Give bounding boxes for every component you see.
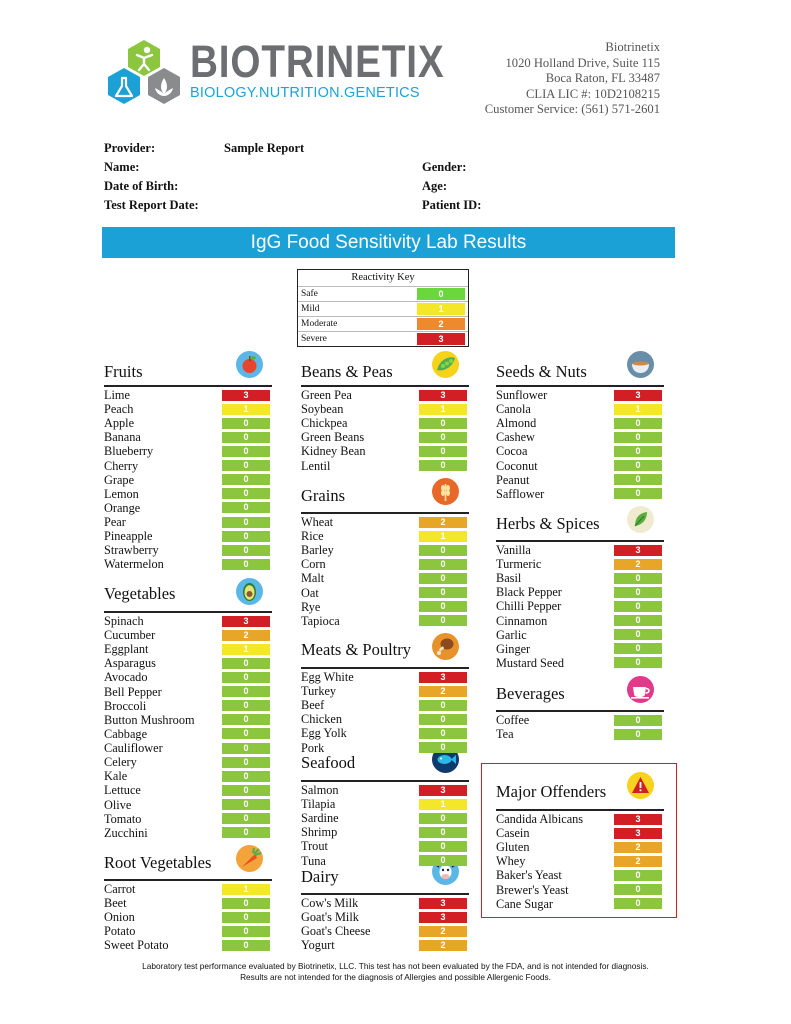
food-name: Peanut [496,472,530,487]
food-name: Chickpea [301,416,348,431]
food-name: Pineapple [104,529,153,544]
food-name: Candida Albicans [496,812,584,826]
company-line: Biotrinetix [605,40,660,54]
reactivity-score-badge: 0 [222,785,270,796]
reactivity-score-badge: 2 [614,559,662,570]
reactivity-score-badge: 0 [614,432,662,443]
food-name: Strawberry [104,543,159,558]
reactivity-score-badge: 0 [419,418,467,429]
food-name: Pork [301,740,325,755]
avocado-icon [236,578,263,605]
key-label: Safe [301,289,318,299]
reactivity-score-badge: 3 [614,828,662,839]
key-row-moderate [298,316,468,331]
company-line: CLIA LIC #: 10D2108215 [526,86,660,101]
food-name: Chilli Pepper [496,599,562,614]
reactivity-score-badge: 3 [419,912,467,923]
reactivity-score-badge: 0 [222,474,270,485]
food-name: Avocado [104,670,148,685]
reactivity-score-badge: 0 [222,672,270,683]
food-name: Safflower [496,486,545,501]
category-divider [301,385,469,387]
food-name: Corn [301,557,326,572]
food-name: Canola [496,402,531,417]
category-title-fruits: Fruits [104,362,143,381]
nut-bowl-icon [627,351,654,378]
food-name: Potato [104,924,136,939]
reactivity-score-badge: 0 [614,460,662,471]
reactivity-score-badge: 3 [419,785,467,796]
reactivity-key-title: Reactivity Key [351,272,415,283]
food-name: Zucchini [104,825,148,840]
category-title-beans-peas: Beans & Peas [301,362,393,381]
reactivity-score-badge: 3 [419,898,467,909]
reactivity-score-badge: 0 [222,743,270,754]
key-label: Mild [301,304,320,314]
disclaimer-footer [0,961,791,983]
reactivity-score-badge: 0 [614,615,662,626]
reactivity-score-badge: 0 [614,643,662,654]
reactivity-score-badge: 0 [419,573,467,584]
reactivity-score-badge: 3 [614,390,662,401]
food-name: Banana [104,430,141,445]
company-line: Boca Raton, FL 33487 [545,71,660,85]
food-name: Eggplant [104,642,149,657]
food-name: Whey [496,854,526,869]
reactivity-score-badge: 0 [222,912,270,923]
key-row-severe [298,331,468,346]
reactivity-score-badge: 0 [614,587,662,598]
reactivity-score-badge: 0 [222,559,270,570]
food-name: Turkey [301,684,337,699]
reactivity-score-badge: 2 [419,926,467,937]
dob-label: Date of Birth: [104,179,179,193]
key-row-mild [298,301,468,316]
food-name: Cauliflower [104,741,163,756]
reactivity-score-badge: 3 [222,616,270,627]
category-divider [104,385,272,387]
reactivity-score-badge: 0 [222,700,270,711]
reactivity-score-badge: 0 [419,446,467,457]
food-name: Olive [104,797,132,812]
wheat-icon [432,478,459,505]
food-name: Sunflower [496,388,548,402]
food-name: Soybean [301,402,344,417]
food-name: Bell Pepper [104,684,162,699]
food-name: Cherry [104,458,139,473]
reactivity-score-badge: 0 [222,418,270,429]
food-name: Grape [104,472,135,487]
food-name: Kidney Bean [301,444,366,459]
key-row-safe [298,286,468,301]
food-name: Shrimp [301,825,338,840]
provider-value: Sample Report [224,141,305,155]
company-line: Customer Service: (561) 571-2601 [484,102,660,116]
disclaimer-line: Laboratory test performance evaluated by Biotrinetix, LLC. This test has not been evaluated by the FDA, and is not intended for diagnosis. [142,961,649,971]
reactivity-score-badge: 0 [614,629,662,640]
reactivity-score-badge: 0 [222,488,270,499]
food-name: Salmon [301,783,339,797]
food-name: Spinach [104,614,144,628]
food-name: Broccoli [104,698,147,713]
reactivity-score-badge: 0 [222,799,270,810]
reactivity-score-badge: 2 [614,842,662,853]
reactivity-score-badge: 0 [222,771,270,782]
category-title-herbs-spices: Herbs & Spices [496,514,600,533]
category-divider [301,512,469,514]
reactivity-score-badge: 0 [614,601,662,612]
reactivity-score-badge: 0 [222,658,270,669]
category-title-seeds-nuts: Seeds & Nuts [496,362,587,381]
food-name: Barley [301,543,334,558]
food-name: Vanilla [496,543,531,557]
key-label: Moderate [301,319,338,329]
food-name: Malt [301,571,325,586]
reactivity-score-badge: 2 [222,630,270,641]
food-name: Tilapia [301,797,336,812]
category-divider [496,540,664,542]
reactivity-score-badge: 0 [222,531,270,542]
category-title-meats-poultry: Meats & Poultry [301,640,411,659]
reactivity-score-badge: 0 [419,460,467,471]
category-title-vegetables: Vegetables [104,584,176,603]
report-date-label: Test Report Date: [104,198,199,212]
food-name: Yogurt [301,938,335,953]
food-name: Trout [301,839,328,854]
reactivity-score-badge: 0 [222,686,270,697]
food-name: Cocoa [496,444,528,459]
category-divider [301,893,469,895]
gender-label: Gender: [422,160,467,174]
reactivity-score-badge: 1 [222,644,270,655]
reactivity-score-badge: 3 [222,390,270,401]
food-name: Tea [496,727,514,742]
reactivity-score-badge: 0 [222,898,270,909]
reactivity-score-badge: 0 [614,898,662,909]
food-name: Green Pea [301,388,352,402]
reactivity-score-badge: 0 [614,884,662,895]
food-name: Coffee [496,713,530,727]
reactivity-score-badge: 0 [222,432,270,443]
company-address [485,40,660,118]
food-name: Celery [104,755,137,770]
reactivity-score-badge: 0 [419,742,467,753]
food-name: Sardine [301,811,339,826]
food-name: Carrot [104,882,136,896]
category-title-root-vegetables: Root Vegetables [104,853,212,872]
category-title-beverages: Beverages [496,684,565,703]
reactivity-score-badge: 3 [614,545,662,556]
category-title-major-offenders: Major Offenders [496,782,607,801]
food-name: Green Beans [301,430,365,445]
food-name: Watermelon [104,557,164,572]
food-name: Cinnamon [496,613,548,628]
reactivity-score-badge: 3 [614,814,662,825]
food-name: Brewer's Yeast [496,882,569,897]
reactivity-score-badge: 0 [222,460,270,471]
food-name: Ginger [496,641,531,656]
food-name: Tuna [301,853,326,868]
reactivity-score-badge: 0 [222,940,270,951]
food-name: Mustard Seed [496,655,564,670]
reactivity-score-badge: 0 [419,615,467,626]
reactivity-key [297,269,469,347]
food-name: Coconut [496,458,538,473]
food-name: Cashew [496,430,535,445]
key-label: Severe [301,334,327,344]
reactivity-score-badge: 0 [419,855,467,866]
provider-label: Provider: [104,141,156,155]
reactivity-score-badge: 0 [419,700,467,711]
food-name: Apple [104,416,135,431]
key-badge: 2 [417,318,465,330]
food-name: Cane Sugar [496,896,554,911]
category-divider [104,611,272,613]
reactivity-score-badge: 3 [419,390,467,401]
food-name: Rye [301,599,321,614]
reactivity-score-badge: 0 [222,517,270,528]
reactivity-score-badge: 0 [614,474,662,485]
company-logo [104,38,186,108]
food-name: Rice [301,529,324,544]
age-label: Age: [422,179,447,193]
reactivity-score-badge: 2 [419,686,467,697]
food-name: Asparagus [104,656,156,671]
food-name: Sweet Potato [104,938,169,953]
reactivity-score-badge: 0 [419,714,467,725]
food-name: Beet [104,896,127,911]
food-name: Tapioca [301,613,340,628]
reactivity-score-badge: 1 [419,799,467,810]
results-title-banner: IgG Food Sensitivity Lab Results [102,227,675,258]
reactivity-score-badge: 1 [222,404,270,415]
food-name: Lemon [104,486,139,501]
reactivity-score-badge: 0 [419,813,467,824]
food-name: Onion [104,910,135,925]
food-name: Peach [104,402,134,417]
reactivity-score-badge: 0 [419,601,467,612]
category-title-dairy: Dairy [301,867,339,886]
food-name: Casein [496,826,530,841]
food-name: Wheat [301,515,334,529]
food-name: Black Pepper [496,585,562,600]
reactivity-score-badge: 0 [614,446,662,457]
reactivity-score-badge: 2 [614,856,662,867]
drumstick-icon [432,633,459,660]
reactivity-score-badge: 0 [419,432,467,443]
food-name: Goat's Milk [301,910,359,925]
food-name: Goat's Cheese [301,924,371,939]
reactivity-score-badge: 1 [614,404,662,415]
category-divider [301,780,469,782]
apple-icon [236,351,263,378]
food-name: Chicken [301,712,342,727]
teacup-icon [627,676,654,703]
reactivity-score-badge: 0 [222,446,270,457]
category-divider [496,710,664,712]
reactivity-score-badge: 0 [614,715,662,726]
reactivity-score-badge: 2 [419,940,467,951]
reactivity-score-badge: 0 [222,757,270,768]
food-name: Turmeric [496,557,542,572]
reactivity-score-badge: 1 [419,531,467,542]
logo-wordmark: BIOTRINETIX [190,36,445,87]
key-badge: 0 [417,288,465,300]
reactivity-score-badge: 0 [222,827,270,838]
food-name: Egg White [301,670,354,684]
category-title-seafood: Seafood [301,753,356,772]
reactivity-score-badge: 0 [614,573,662,584]
food-name: Cucumber [104,628,156,643]
reactivity-score-badge: 0 [419,559,467,570]
food-name: Lettuce [104,783,141,798]
reactivity-score-badge: 0 [614,870,662,881]
food-name: Button Mushroom [104,712,195,727]
reactivity-score-badge: 0 [419,728,467,739]
reactivity-score-badge: 3 [419,672,467,683]
leaf-icon [627,506,654,533]
carrot-icon [236,845,263,872]
reactivity-score-badge: 1 [222,884,270,895]
food-name: Tomato [104,811,142,826]
category-divider [496,385,664,387]
reactivity-score-badge: 0 [419,587,467,598]
reactivity-score-badge: 1 [419,404,467,415]
food-name: Cabbage [104,726,148,741]
reactivity-score-badge: 0 [614,488,662,499]
name-label: Name: [104,160,140,174]
key-badge: 3 [417,333,465,345]
reactivity-score-badge: 0 [419,827,467,838]
logo-tagline: BIOLOGY.NUTRITION.GENETICS [190,85,420,101]
food-name: Baker's Yeast [496,868,562,883]
reactivity-score-badge: 0 [222,813,270,824]
category-divider [496,809,664,811]
reactivity-score-badge: 0 [614,657,662,668]
food-name: Kale [104,769,128,784]
category-divider [104,879,272,881]
food-name: Garlic [496,627,527,642]
reactivity-score-badge: 0 [222,728,270,739]
food-name: Cow's Milk [301,896,359,910]
reactivity-score-badge: 0 [222,545,270,556]
category-title-grains: Grains [301,486,345,505]
reactivity-score-badge: 0 [222,502,270,513]
key-badge: 1 [417,303,465,315]
food-name: Beef [301,698,325,713]
disclaimer-line: Results are not intended for the diagnosis of Allergies and possible Allergenic Foods. [240,972,551,982]
reactivity-score-badge: 0 [222,714,270,725]
reactivity-score-badge: 0 [614,729,662,740]
reactivity-score-badge: 0 [419,841,467,852]
pea-pod-icon [432,351,459,378]
food-name: Oat [301,585,319,600]
food-name: Gluten [496,840,530,855]
food-name: Lime [104,388,130,402]
company-line: 1020 Holland Drive, Suite 115 [505,55,660,70]
warning-icon [627,772,654,799]
food-name: Basil [496,571,522,586]
patient-id-label: Patient ID: [422,198,482,212]
food-name: Egg Yolk [301,726,347,741]
food-name: Blueberry [104,444,154,459]
reactivity-score-badge: 0 [614,418,662,429]
food-name: Almond [496,416,537,431]
food-name: Lentil [301,458,331,473]
reactivity-score-badge: 0 [222,926,270,937]
food-name: Pear [104,515,126,530]
category-divider [301,667,469,669]
reactivity-score-badge: 2 [419,517,467,528]
reactivity-score-badge: 0 [419,545,467,556]
food-name: Orange [104,500,141,515]
